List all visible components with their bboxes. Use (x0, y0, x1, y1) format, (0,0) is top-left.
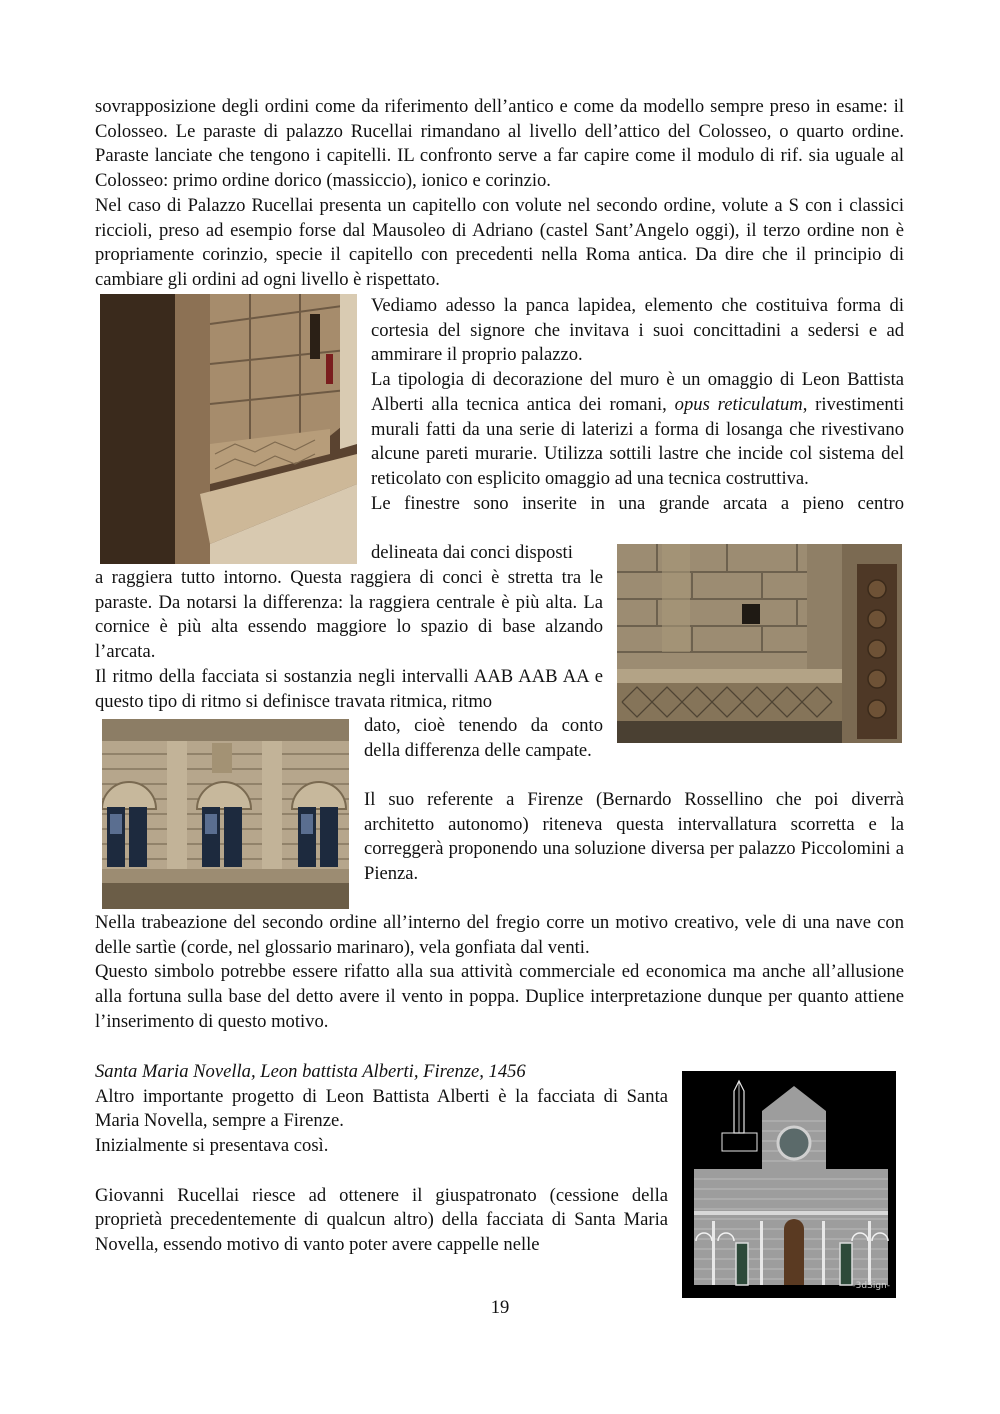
render-santa-maria-novella (682, 1071, 896, 1298)
paragraph-reticulatum: La tipologia di decorazione del muro è un omaggio di Leon Battista Alberti alla tecnica antica dei romani, opus reticulatum, rivestimenti murali fatti da una serie di laterizi a forma di losanga che rivestivano alcune pareti murarie. Utilizza sottili lastre che incide col sistema del reticolato con esplicito omaggio ad una tecnica costruttiva. (371, 369, 905, 489)
paragraph-ritmo: Il ritmo della facciata si sostanzia negli intervalli AAB AAB AA e questo tipo di ritmo si definisce travata ritmica, ritmo (95, 665, 603, 712)
italic-opus-reticulatum: opus reticulatum (674, 393, 803, 415)
page-number: 19 (490, 1297, 510, 1318)
text-conci-line: delineata dai conci disposti (371, 542, 573, 563)
photo-facciata-finestre (102, 719, 349, 909)
text-block-panca (371, 294, 904, 516)
photo-panca-lapidea (100, 294, 357, 564)
text-block-top (95, 95, 904, 293)
text-block-rossellino (364, 788, 904, 887)
paragraph-raggiera: a raggiera tutto intorno. Questa raggiera di conci è stretta tra le paraste. Da notarsi la differenza: la raggiera centrale è più alta. La cornice è più alta essendo maggiore lo spazio di base alzando l’arcata. (95, 567, 603, 663)
text-block-trabeazione (95, 911, 904, 1035)
paragraph-capitello: Nel caso di Palazzo Rucellai presenta un capitello con volute nel secondo ordine, volute a S con i classici riccioli, preso ad esempio forse dal Mausoleo di Adriano (castel Sant’Angelo oggi), il terzo ordine non è propriamente corinzio, specie il capitello con precedenti nella Roma antica. Da dire che il principio di cambiare gli ordini ad ogni livello è rispettato. (95, 194, 904, 290)
paragraph-trabeazione: Nella trabeazione del secondo ordine all’interno del fregio corre un motivo creativo, vele di una nave con delle sartìe (corde, nel glossario marinaro), vela gonfiata dal venti. (95, 912, 904, 958)
photo-finestra-reticolato (617, 544, 902, 743)
paragraph-campate: dato, cioè tenendo da conto della differenza delle campate. (364, 715, 603, 761)
text-block-smn (95, 1060, 668, 1258)
paragraph-progetto: Altro importante progetto di Leon Battista Alberti è la facciata di Santa Maria Novella, sempre a Firenze. (95, 1085, 668, 1132)
paragraph-giuspatronato: Giovanni Rucellai riesce ad ottenere il giuspatronato (cessione della proprietà precedentemente di qualcun altro) della facciata di Santa Maria Novella, essendo motivo di vanto poter avere cappelle nelle (95, 1184, 668, 1255)
paragraph-simbolo: Questo simbolo potrebbe essere rifatto alla sua attività commerciale ed economica ma anche all’allusione alla fortuna sulla base del detto avere il vento in poppa. Duplice interpretazione dunque per quanto attiene l’inserimento di questo motivo. (95, 961, 904, 1032)
text-block-campate (364, 714, 603, 763)
watermark-3dsign: -3dSign- (852, 1281, 890, 1291)
paragraph-inizialmente: Inizialmente si presentava così. (95, 1135, 329, 1157)
paragraph-colosseo: sovrapposizione degli ordini come da riferimento dell’antico e come da modello sempre preso in esame: il Colosseo. Le paraste di palazzo Rucellai rimandano al livello dell’attico del Colosseo, o quarto ordine. Paraste lanciate che tengono i capitelli. IL confronto serve a far capire come il modulo di rif. sia uguale al Colosseo: primo ordine dorico (massiccio), ionico e corinzio. (95, 96, 904, 192)
text-block-raggiera (95, 566, 603, 714)
paragraph-rossellino: Il suo referente a Firenze (Bernardo Rossellino che poi diverrà architetto autonomo) riteneva questa intervallatura scorretta e la correggerà proponendo una soluzione diversa per palazzo Piccolomini a Pienza. (364, 789, 904, 885)
heading-santa-maria-novella: Santa Maria Novella, Leon battista Alberti, Firenze, 1456 (95, 1061, 526, 1082)
paragraph-panca: Vediamo adesso la panca lapidea, elemento che costituiva forma di cortesia del signore che invitava i suoi concittadini a sedersi e ad ammirare il proprio palazzo. (371, 295, 904, 366)
paragraph-finestre-line1: Le finestre sono inserite in una grande arcata a pieno centro (371, 492, 904, 514)
